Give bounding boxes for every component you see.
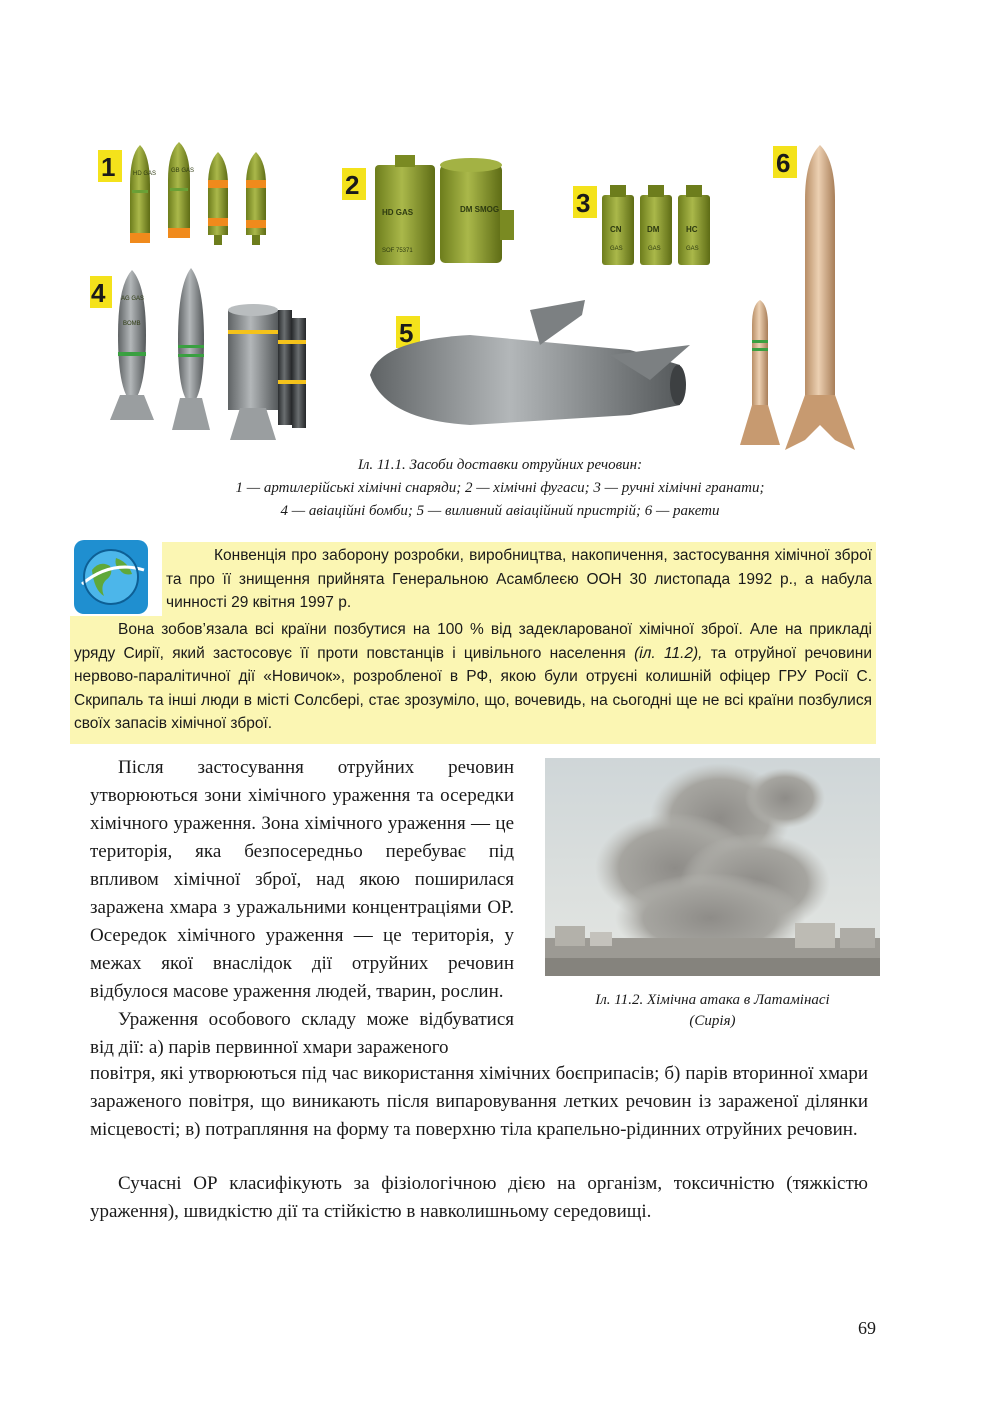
- text-column: [90, 754, 514, 1062]
- svg-text:GAS: GAS: [610, 246, 623, 252]
- photo-caption-line-2: (Сирія): [689, 1013, 736, 1029]
- paragraph-classification: Сучасні ОР класифікують за фізіологічною дією на організм, токсичністю (тяжкістю ураження), швидкістю дії та стійкістю в навколишньому середовищі.: [90, 1173, 868, 1222]
- svg-text:GAS: GAS: [648, 246, 661, 252]
- rocket-large: [785, 145, 855, 450]
- figure-caption-line-2: 1 — артилерійські хімічні снаряди; 2 — хімічні фугаси; 3 — ручні хімічні гранати;: [235, 480, 765, 496]
- hand-grenade-cn: [602, 185, 634, 265]
- bomb-marking: AG GAS: [121, 296, 145, 302]
- globe-icon: [74, 540, 148, 614]
- figure-label-6: 6: [776, 148, 791, 178]
- paragraph-damage-start: Ураження особового складу може відбуватися від дії: а) парів первинної хмари зараженого: [90, 1009, 514, 1058]
- photo-caption: [545, 990, 880, 1032]
- chemical-attack-photo: [545, 758, 880, 976]
- convention-text: Конвенція про заборону розробки, виробництва, накопичення, застосування хімічної зброї та про її знищення прийнята Генеральною Асамблеєю ООН 30 листопада 1992 р., а набула чинності 29 квітня 1997 р.: [166, 547, 872, 611]
- photo-caption-line-1: Іл. 11.2. Хімічна атака в Латамінасі: [595, 992, 830, 1008]
- shell-marking-2: GB GAS: [171, 168, 195, 174]
- aviation-bomb-2: [172, 268, 210, 430]
- note-text-a: Вона зобов’язала всі країни позбутися на 100 % від задекларованої хімічної зброї. Але на прикладі уряду Сирії, який застосовує її проти повстанців і цивільного населення: [74, 621, 872, 662]
- artillery-shell-1: [130, 145, 156, 243]
- chemical-mines-group: [342, 155, 514, 265]
- figure-reference: (іл. 11.2),: [634, 644, 703, 662]
- mine-marking: HD GAS: [382, 208, 414, 217]
- aviation-bomb-cluster: [228, 304, 306, 440]
- hand-grenade-dm: [640, 185, 672, 265]
- drum-marking: DM SMOG: [460, 205, 500, 214]
- paragraph-chemical-zones: Після застосування отруйних речовин утворюються зони хімічного ураження та осередки хімічного ураження. Зона хімічного ураження — це територія, яка безпосередньо перебуває під впливом хімічної зброї, над якою поширилася заражена хмара з уражальними концентраціями ОР. Осередок хімічного ураження — це територія, у межах якої внаслідок дії отруйних речовин відбулося масове ураження людей, тварин, рослин.: [90, 757, 514, 1002]
- chemical-mine-box: [375, 155, 435, 265]
- mine-code: SOF 75371: [382, 248, 413, 254]
- aviation-bombs-group: [90, 268, 306, 440]
- artillery-shells-group: [98, 142, 266, 245]
- rocket-small: [740, 300, 780, 445]
- grenade-marking-1: CN: [610, 225, 622, 234]
- convention-note: [162, 542, 876, 617]
- paragraph-damage-continued: повітря, які утворюються під час використання хімічних боєприпасів; б) парів вторинної хмари зараженого повітря, що виникають після випаровування летких речовин із зараженої ділянки місцевості; в) потрапляння на форму та поверхню тіла крапельно-рідинних отруйних речовин.: [90, 1063, 868, 1140]
- aviation-spray-device-group: [370, 300, 690, 425]
- hand-grenades-group: [573, 185, 710, 265]
- page-number: 69: [858, 1318, 876, 1338]
- shell-marking-1: HD GAS: [133, 171, 157, 177]
- artillery-shell-2: [168, 142, 194, 238]
- artillery-shell-4: [246, 152, 266, 245]
- artillery-shell-3: [208, 152, 228, 245]
- delivery-means-illustration: [90, 140, 880, 450]
- aviation-bomb-1: [110, 270, 154, 420]
- chemical-mine-drum: [440, 158, 514, 263]
- chemical-weapons-note: [70, 616, 876, 744]
- rockets-group: [740, 145, 855, 450]
- figure-label-1: 1: [101, 152, 116, 182]
- figure-caption-line-3: 4 — авіаційні бомби; 5 — виливний авіаційний пристрій; 6 — ракети: [280, 503, 720, 519]
- figure-label-2: 2: [345, 170, 360, 200]
- grenade-marking-3: HC: [686, 225, 698, 234]
- figure-caption-line-1: Іл. 11.1. Засоби доставки отруйних речовин:: [357, 457, 643, 473]
- figure-label-4: 4: [91, 278, 106, 308]
- highlight-tail: [70, 736, 515, 744]
- svg-text:BOMB: BOMB: [123, 321, 141, 327]
- grenade-marking-2: DM: [647, 225, 660, 234]
- hand-grenade-hc: [678, 185, 710, 265]
- figure-label-3: 3: [576, 188, 591, 218]
- note-text-b: та отруйної речовини нервово-паралітичної дії «Новичок», розробленої в РФ, якою були отруєні колишній офіцер ГРУ Росії С. Скрипаль та інші люди в місті Солсбері, стає зрозуміло, що, вочевидь, на сьогодні ще не всі країни позбулися своїх запасів хімічної зброї.: [74, 644, 873, 732]
- svg-text:GAS: GAS: [686, 246, 699, 252]
- figure-label-5: 5: [399, 318, 414, 348]
